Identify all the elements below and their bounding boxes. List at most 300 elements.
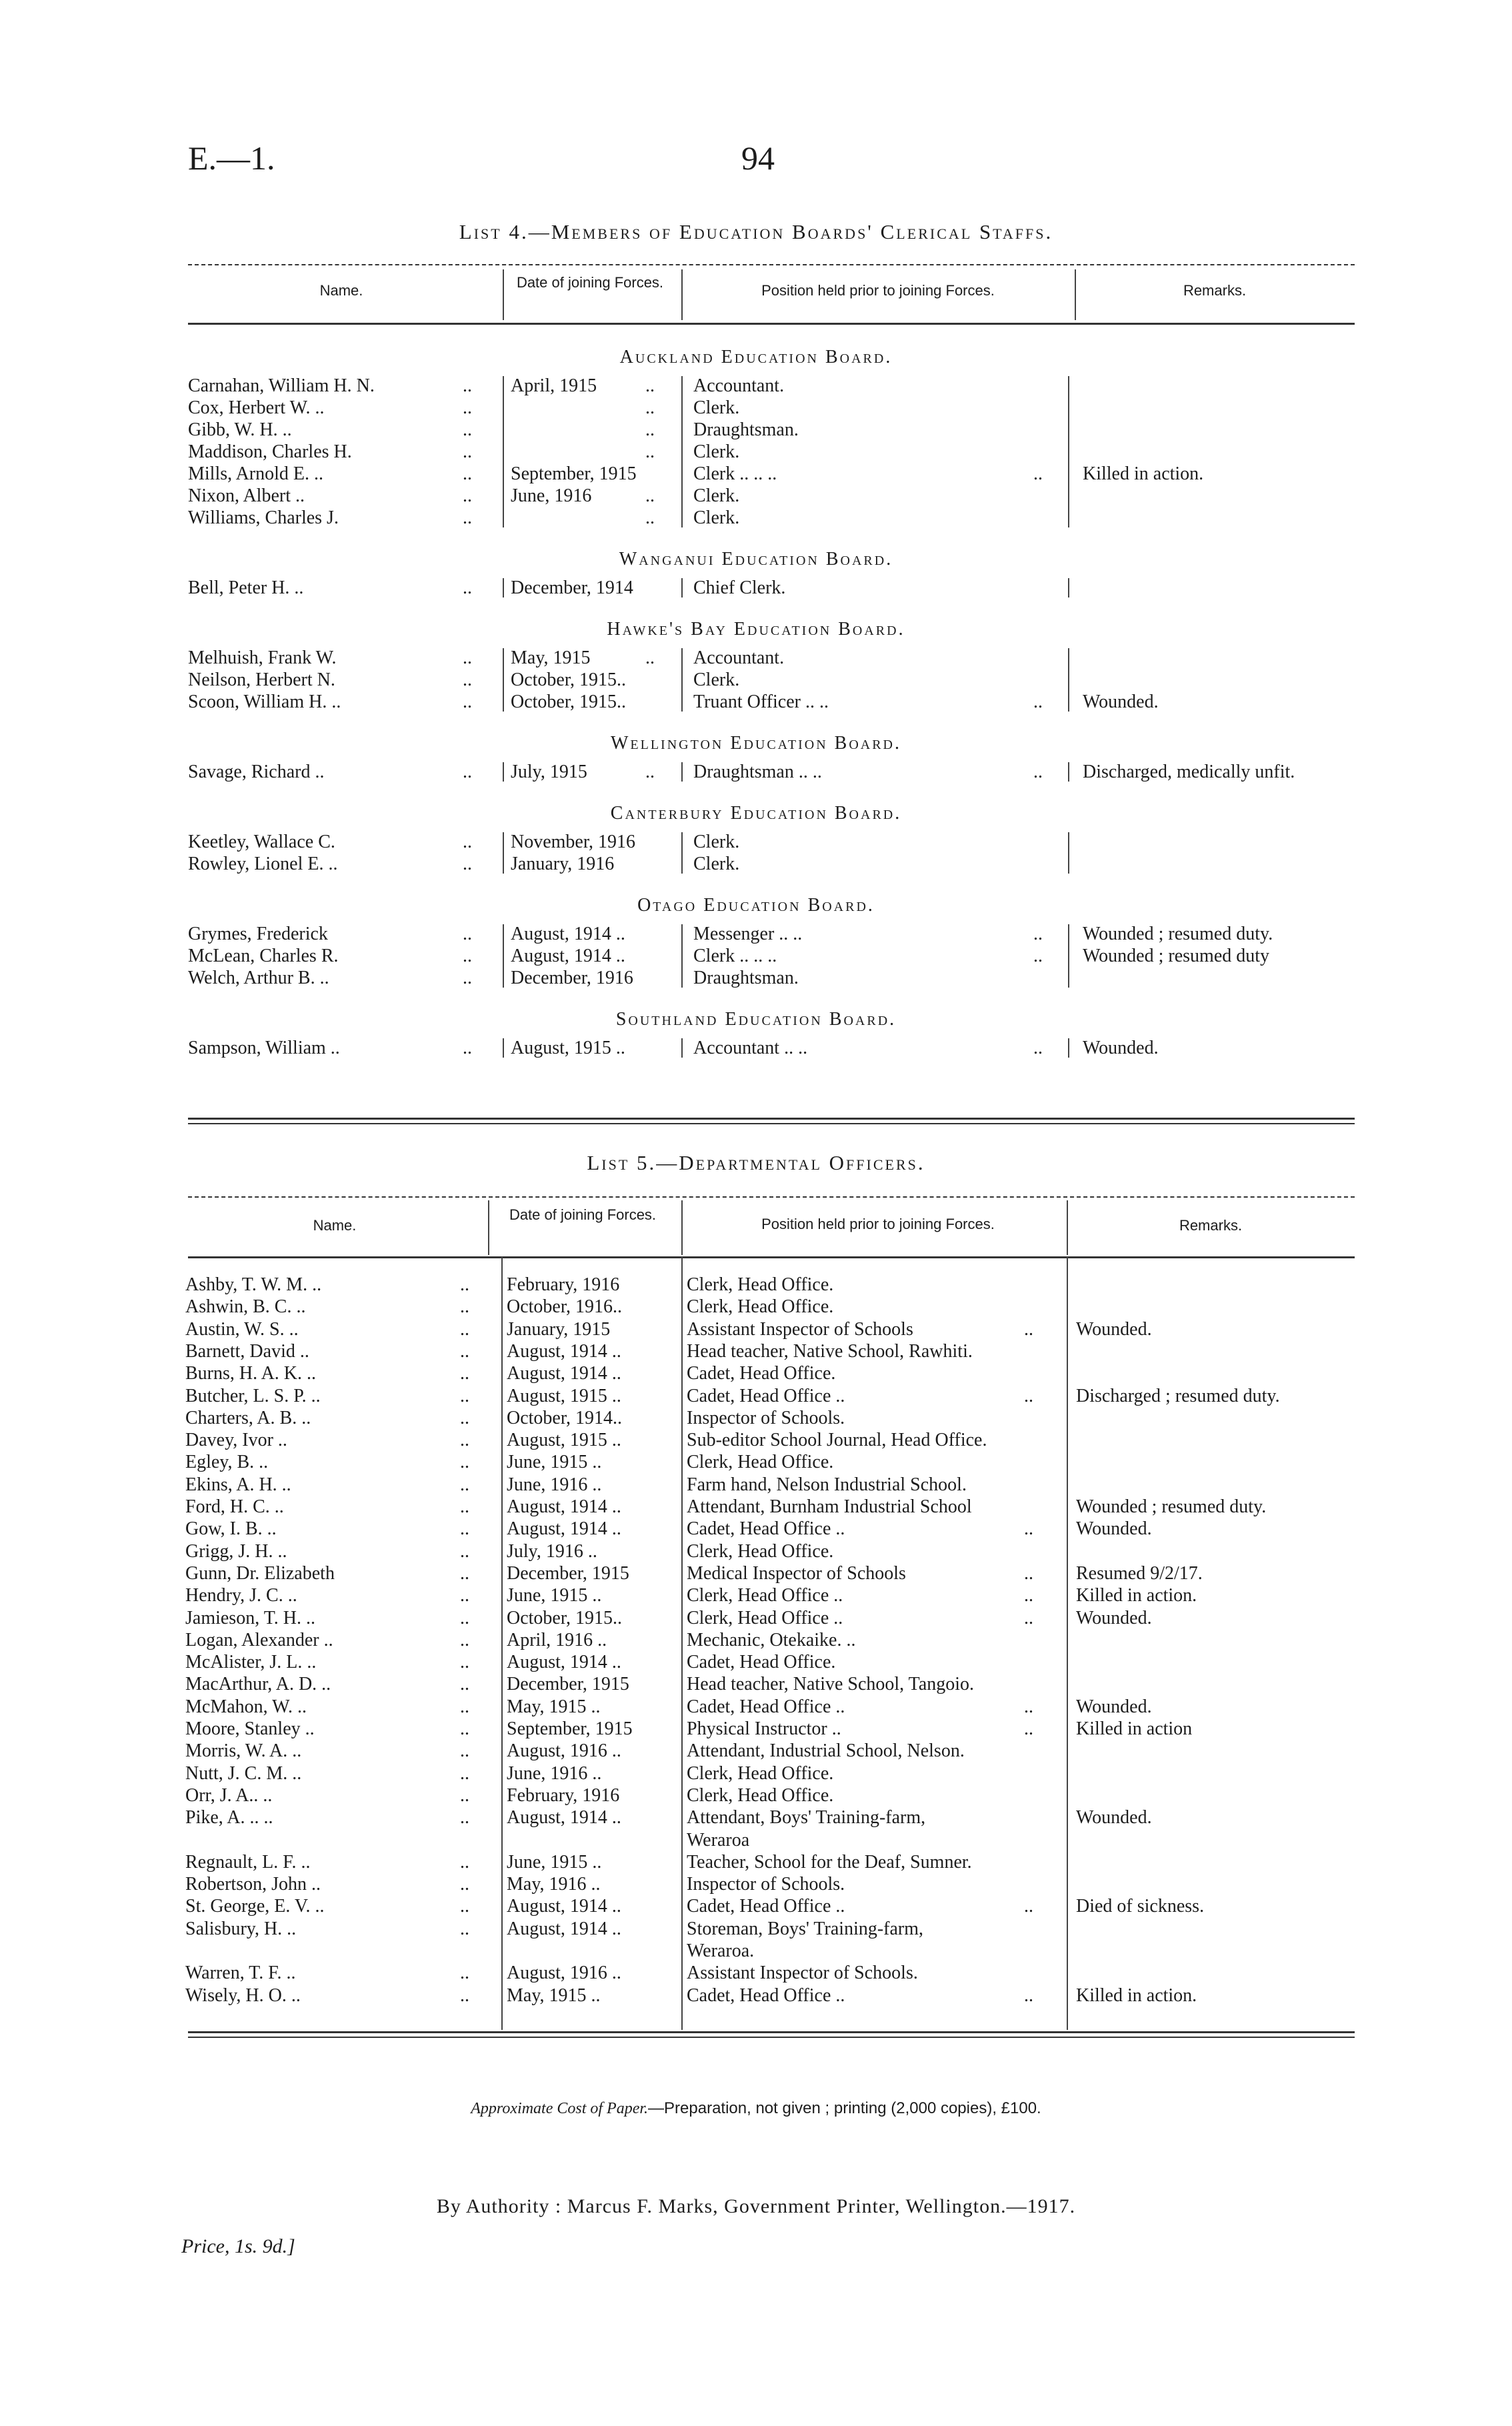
position: Weraroa — [687, 1829, 750, 1851]
table-row — [0, 853, 1512, 875]
table-row — [0, 1673, 1512, 1695]
leader-dots: .. — [463, 670, 472, 690]
table-row — [0, 1474, 1512, 1496]
position: Cadet, Head Office .. — [687, 1985, 845, 2006]
leader-dots: .. — [460, 1851, 469, 1873]
leader-dots: .. — [463, 762, 472, 782]
officer-name: Orr, J. A.. .. — [185, 1784, 273, 1806]
position: Clerk, Head Office. — [687, 1784, 834, 1806]
position: Medical Inspector of Schools — [687, 1562, 906, 1584]
position: Head teacher, Native School, Rawhiti. — [687, 1340, 973, 1362]
leader-dots: .. — [460, 1629, 469, 1650]
staff-name: Melhuish, Frank W. — [188, 648, 337, 668]
remarks: Killed in action. — [1076, 1585, 1197, 1606]
position: Storeman, Boys' Training-farm, — [687, 1918, 924, 1939]
officer-name: Grigg, J. H. .. — [185, 1540, 287, 1562]
position: Physical Instructor .. — [687, 1718, 841, 1739]
leader-dots: .. — [460, 1318, 469, 1340]
board-title: Southland Education Board. — [615, 1009, 897, 1030]
leader-dots: .. — [1033, 692, 1043, 712]
remarks: Killed in action — [1076, 1718, 1193, 1739]
leader-dots: .. — [1033, 946, 1043, 966]
position: Accountant. — [693, 648, 785, 668]
leader-dots: .. — [460, 1807, 469, 1829]
table-row — [0, 1607, 1512, 1629]
leader-dots: .. — [463, 577, 472, 598]
leader-dots: .. — [460, 1296, 469, 1318]
table-row — [0, 1918, 1512, 1940]
table-row — [0, 507, 1512, 529]
join-date: August, 1914 .. — [507, 1918, 621, 1939]
position: Accountant .. .. — [693, 1038, 808, 1058]
list4-header-divider — [1075, 269, 1076, 320]
officer-name: Pike, A. .. .. — [185, 1807, 273, 1829]
table-row — [0, 1318, 1512, 1340]
table-row — [0, 945, 1512, 967]
join-date: December, 1915 — [507, 1674, 629, 1695]
join-date: August, 1914 .. — [507, 1496, 621, 1517]
list5-header-divider — [1067, 1200, 1068, 1255]
list4-header-rule — [188, 323, 1355, 325]
table-row — [0, 441, 1512, 463]
table-row — [0, 1037, 1512, 1059]
column-divider — [1068, 578, 1069, 597]
staff-name: Rowley, Lionel E. .. — [188, 854, 338, 874]
list5-header-rule — [188, 1256, 1355, 1258]
officer-name: McMahon, W. .. — [185, 1696, 307, 1717]
board-title: Auckland Education Board. — [619, 347, 893, 367]
staff-name: Cox, Herbert W. .. — [188, 397, 325, 418]
table-row — [0, 1518, 1512, 1540]
table-row — [0, 1629, 1512, 1651]
leader-dots: .. — [460, 1762, 469, 1784]
join-date: June, 1915 .. — [507, 1585, 602, 1606]
join-date: August, 1914 .. — [511, 924, 625, 944]
column-divider — [503, 832, 504, 874]
table-row — [0, 1784, 1512, 1806]
table-row — [0, 923, 1512, 945]
leader-dots: .. — [645, 762, 655, 782]
leader-dots: .. — [1024, 1607, 1033, 1628]
leader-dots: .. — [460, 1963, 469, 1984]
table-row — [0, 485, 1512, 507]
join-date: June, 1915 .. — [507, 1452, 602, 1473]
table-row — [0, 831, 1512, 853]
officer-name: Charters, A. B. .. — [185, 1407, 311, 1428]
leader-dots: .. — [460, 1652, 469, 1673]
staff-name: Carnahan, William H. N. — [188, 375, 375, 396]
price: Price, 1s. 9d.] — [181, 2235, 295, 2257]
position: Clerk, Head Office. — [687, 1274, 834, 1295]
join-date: August, 1914 .. — [511, 946, 625, 966]
column-divider — [681, 376, 683, 527]
leader-dots: .. — [460, 1784, 469, 1806]
staff-name: Williams, Charles J. — [188, 507, 339, 528]
table-row — [0, 375, 1512, 397]
remarks: Wounded. — [1083, 1038, 1159, 1058]
leader-dots: .. — [460, 1696, 469, 1717]
table-row — [0, 1962, 1512, 1984]
table-row — [0, 967, 1512, 989]
staff-name: Neilson, Herbert N. — [188, 670, 335, 690]
list5-col-date: Date of joining Forces. — [509, 1206, 657, 1223]
remarks: Wounded. — [1076, 1518, 1152, 1540]
leader-dots: .. — [1033, 762, 1043, 782]
position: Clerk, Head Office. — [687, 1762, 834, 1784]
column-divider — [1068, 924, 1069, 988]
position: Clerk, Head Office. — [687, 1296, 834, 1318]
join-date: February, 1916 — [507, 1784, 620, 1806]
table-row — [0, 1362, 1512, 1384]
join-date: August, 1914 .. — [507, 1518, 621, 1540]
officer-name: Butcher, L. S. P. .. — [185, 1385, 321, 1406]
table-row — [0, 761, 1512, 783]
position: Accountant. — [693, 375, 785, 396]
officer-name: St. George, E. V. .. — [185, 1896, 325, 1917]
list4-col-name: Name. — [319, 282, 363, 299]
table-row — [0, 691, 1512, 713]
column-divider — [503, 376, 504, 527]
join-date: June, 1915 .. — [507, 1851, 602, 1873]
leader-dots: .. — [1033, 1038, 1043, 1058]
officer-name: Moore, Stanley .. — [185, 1718, 315, 1739]
leader-dots: .. — [460, 1430, 469, 1451]
join-date: December, 1915 — [507, 1562, 629, 1584]
position: Cadet, Head Office. — [687, 1652, 836, 1673]
officer-name: Ekins, A. H. .. — [185, 1474, 291, 1495]
position: Cadet, Head Office .. — [687, 1896, 845, 1917]
board-title: Wanganui Education Board. — [619, 549, 893, 569]
join-date: December, 1914 — [511, 577, 633, 598]
staff-name: Welch, Arthur B. .. — [188, 968, 329, 988]
leader-dots: .. — [460, 1363, 469, 1384]
leader-dots: .. — [460, 1562, 469, 1584]
list5-bottom-rule — [188, 2031, 1355, 2033]
leader-dots: .. — [460, 1740, 469, 1762]
join-date: August, 1914 .. — [507, 1340, 621, 1362]
position: Clerk. — [693, 832, 740, 852]
leader-dots: .. — [1024, 1896, 1033, 1917]
officer-name: Barnett, David .. — [185, 1340, 309, 1362]
join-date: November, 1916 — [511, 832, 636, 852]
leader-dots: .. — [463, 397, 472, 418]
list4-header-divider — [681, 269, 683, 320]
staff-name: Sampson, William .. — [188, 1038, 340, 1058]
table-row — [0, 1985, 1512, 2007]
position: Mechanic, Otekaike. .. — [687, 1629, 856, 1650]
column-divider — [503, 578, 504, 597]
table-row — [0, 1540, 1512, 1562]
table-row — [0, 1429, 1512, 1451]
staff-name: Bell, Peter H. .. — [188, 577, 304, 598]
remarks: Killed in action. — [1076, 1985, 1197, 2006]
table-row — [0, 1940, 1512, 1962]
position: Clerk. — [693, 441, 740, 462]
list4-top-rule — [188, 264, 1355, 265]
table-row — [0, 1829, 1512, 1851]
leader-dots: .. — [463, 485, 472, 506]
list4-bottom-rule — [188, 1118, 1355, 1120]
table-row — [0, 1873, 1512, 1895]
leader-dots: .. — [463, 946, 472, 966]
officer-name: Davey, Ivor .. — [185, 1430, 287, 1451]
leader-dots: .. — [460, 1274, 469, 1295]
officer-name: Ford, H. C. .. — [185, 1496, 284, 1517]
position: Weraroa. — [687, 1941, 755, 1961]
column-divider — [681, 648, 683, 712]
leader-dots: .. — [460, 1674, 469, 1695]
join-date: April, 1916 .. — [507, 1629, 607, 1650]
join-date: October, 1914.. — [507, 1407, 623, 1428]
document-reference: E.—1. — [188, 139, 275, 177]
leader-dots: .. — [1024, 1696, 1033, 1717]
leader-dots: .. — [460, 1896, 469, 1917]
join-date: January, 1915 — [507, 1318, 611, 1340]
leader-dots: .. — [460, 1496, 469, 1517]
officer-name: Austin, W. S. .. — [185, 1318, 299, 1340]
leader-dots: .. — [463, 419, 472, 440]
leader-dots: .. — [460, 1385, 469, 1406]
list5-header-divider — [681, 1200, 683, 1255]
table-row — [0, 1340, 1512, 1362]
list5-col-remarks: Remarks. — [1179, 1217, 1243, 1234]
leader-dots: .. — [463, 441, 472, 462]
position: Cadet, Head Office. — [687, 1363, 836, 1384]
table-row — [0, 1496, 1512, 1518]
officer-name: Logan, Alexander .. — [185, 1629, 333, 1650]
position: Clerk. — [693, 485, 740, 506]
position: Attendant, Industrial School, Nelson. — [687, 1740, 965, 1762]
join-date: May, 1915 .. — [507, 1985, 601, 2006]
leader-dots: .. — [1024, 1585, 1033, 1606]
officer-name: Hendry, J. C. .. — [185, 1585, 297, 1606]
table-row — [0, 1718, 1512, 1740]
join-date: August, 1916 .. — [507, 1740, 621, 1762]
leader-dots: .. — [460, 1918, 469, 1939]
join-date: June, 1916 .. — [507, 1762, 602, 1784]
leader-dots: .. — [1024, 1562, 1033, 1584]
join-date: May, 1915 — [511, 648, 591, 668]
officer-name: Morris, W. A. .. — [185, 1740, 302, 1762]
leader-dots: .. — [460, 1585, 469, 1606]
join-date: August, 1915 .. — [511, 1038, 625, 1058]
join-date: December, 1916 — [511, 968, 633, 988]
list4-col-position: Position held prior to joining Forces. — [761, 282, 995, 299]
table-row — [0, 1407, 1512, 1429]
join-date: October, 1915.. — [507, 1607, 623, 1628]
list4-col-remarks: Remarks. — [1183, 282, 1247, 299]
table-row — [0, 1895, 1512, 1917]
table-row — [0, 1584, 1512, 1606]
leader-dots: .. — [460, 1985, 469, 2006]
leader-dots: .. — [1033, 463, 1043, 484]
leader-dots: .. — [460, 1540, 469, 1562]
table-row — [0, 1562, 1512, 1584]
join-date: October, 1916.. — [507, 1296, 623, 1318]
staff-name: McLean, Charles R. — [188, 946, 339, 966]
position: Draughtsman .. .. — [693, 762, 822, 782]
leader-dots: .. — [645, 648, 655, 668]
position: Cadet, Head Office .. — [687, 1696, 845, 1717]
leader-dots: .. — [1033, 924, 1043, 944]
list5-header-divider — [488, 1200, 489, 1255]
printer-authority: By Authority : Marcus F. Marks, Government Printer, Wellington.—1917. — [436, 2195, 1076, 2217]
staff-name: Maddison, Charles H. — [188, 441, 352, 462]
officer-name: McAlister, J. L. .. — [185, 1652, 317, 1673]
officer-name: Warren, T. F. .. — [185, 1963, 296, 1984]
staff-name: Nixon, Albert .. — [188, 485, 305, 506]
remarks: Wounded. — [1083, 692, 1159, 712]
column-divider — [1068, 762, 1069, 782]
remarks: Wounded ; resumed duty — [1083, 946, 1270, 966]
officer-name: Burns, H. A. K. .. — [185, 1363, 317, 1384]
position: Assistant Inspector of Schools — [687, 1318, 913, 1340]
position: Clerk, Head Office. — [687, 1540, 834, 1562]
position: Draughtsman. — [693, 968, 799, 988]
join-date: February, 1916 — [507, 1274, 620, 1295]
position: Clerk .. .. .. — [693, 946, 777, 966]
position: Farm hand, Nelson Industrial School. — [687, 1474, 967, 1495]
leader-dots: .. — [463, 692, 472, 712]
leader-dots: .. — [645, 397, 655, 418]
leader-dots: .. — [460, 1718, 469, 1739]
leader-dots: .. — [463, 832, 472, 852]
leader-dots: .. — [1024, 1718, 1033, 1739]
position: Assistant Inspector of Schools. — [687, 1963, 918, 1984]
leader-dots: .. — [645, 419, 655, 440]
position: Clerk. — [693, 397, 740, 418]
join-date: July, 1915 — [511, 762, 587, 782]
remarks: Wounded. — [1076, 1807, 1152, 1829]
position: Clerk, Head Office .. — [687, 1607, 843, 1628]
position: Clerk, Head Office .. — [687, 1585, 843, 1606]
join-date: June, 1916 .. — [507, 1474, 602, 1495]
table-row — [0, 1451, 1512, 1473]
position: Cadet, Head Office .. — [687, 1385, 845, 1406]
column-divider — [503, 1038, 504, 1058]
join-date: May, 1915 .. — [507, 1696, 601, 1717]
leader-dots: .. — [1024, 1385, 1033, 1406]
remarks: Wounded. — [1076, 1318, 1152, 1340]
leader-dots: .. — [460, 1340, 469, 1362]
column-divider — [1068, 832, 1069, 874]
column-divider — [681, 924, 683, 988]
officer-name: Ashby, T. W. M. .. — [185, 1274, 322, 1295]
join-date: May, 1916 .. — [507, 1874, 601, 1895]
officer-name: Regnault, L. F. .. — [185, 1851, 311, 1873]
remarks: Killed in action. — [1083, 463, 1204, 484]
leader-dots: .. — [460, 1874, 469, 1895]
cost-of-paper — [0, 2099, 1512, 2118]
column-divider — [1068, 376, 1069, 527]
leader-dots: .. — [463, 924, 472, 944]
board-title: Hawke's Bay Education Board. — [607, 619, 905, 640]
position: Cadet, Head Office .. — [687, 1518, 845, 1540]
position: Attendant, Boys' Training-farm, — [687, 1807, 926, 1829]
list5-bottom-rule — [188, 2037, 1355, 2038]
officer-name: Ashwin, B. C. .. — [185, 1296, 306, 1318]
remarks: Died of sickness. — [1076, 1896, 1205, 1917]
list4-bottom-rule — [188, 1123, 1355, 1124]
remarks: Wounded ; resumed duty. — [1076, 1496, 1267, 1517]
officer-name: Egley, B. .. — [185, 1452, 269, 1473]
leader-dots: .. — [1024, 1985, 1033, 2006]
join-date: June, 1916 — [511, 485, 592, 506]
table-row — [0, 1385, 1512, 1407]
cost-text: —Preparation, not given ; printing (2,000 copies), £100. — [648, 2099, 1041, 2117]
list5-col-name: Name. — [313, 1217, 357, 1234]
position: Teacher, School for the Deaf, Sumner. — [687, 1851, 972, 1873]
join-date: July, 1916 .. — [507, 1540, 597, 1562]
leader-dots: .. — [645, 441, 655, 462]
officer-name: Gunn, Dr. Elizabeth — [185, 1562, 335, 1584]
list5-top-rule — [188, 1196, 1355, 1198]
table-row — [0, 1274, 1512, 1296]
leader-dots: .. — [460, 1607, 469, 1628]
table-row — [0, 1806, 1512, 1829]
list4-title: List 4.—Members of Education Boards' Clerical Staffs. — [459, 220, 1053, 243]
officer-name: Jamieson, T. H. .. — [185, 1607, 315, 1628]
column-divider — [681, 762, 683, 782]
column-divider — [681, 1038, 683, 1058]
board-title: Otago Education Board. — [637, 895, 875, 916]
leader-dots: .. — [460, 1474, 469, 1495]
leader-dots: .. — [460, 1518, 469, 1540]
list4-col-date: Date of joining Forces. — [516, 274, 664, 291]
position: Clerk .. .. .. — [693, 463, 777, 484]
table-row — [0, 1651, 1512, 1673]
position: Attendant, Burnham Industrial School — [687, 1496, 972, 1517]
cost-label: Approximate Cost of Paper. — [471, 2100, 649, 2117]
join-date: August, 1916 .. — [507, 1963, 621, 1984]
officer-name: Salisbury, H. .. — [185, 1918, 297, 1939]
officer-name: MacArthur, A. D. .. — [185, 1674, 331, 1695]
table-row — [0, 1762, 1512, 1784]
leader-dots: .. — [460, 1452, 469, 1473]
leader-dots: .. — [463, 1038, 472, 1058]
leader-dots: .. — [463, 648, 472, 668]
join-date: October, 1915.. — [511, 670, 627, 690]
leader-dots: .. — [645, 485, 655, 506]
column-divider — [503, 924, 504, 988]
position: Messenger .. .. — [693, 924, 803, 944]
join-date: April, 1915 — [511, 375, 597, 396]
position: Clerk. — [693, 854, 740, 874]
column-divider — [1068, 648, 1069, 712]
table-row — [0, 1696, 1512, 1718]
join-date: August, 1914 .. — [507, 1807, 621, 1829]
column-divider — [1068, 1038, 1069, 1058]
staff-name: Mills, Arnold E. .. — [188, 463, 324, 484]
table-row — [0, 397, 1512, 419]
position: Clerk. — [693, 507, 740, 528]
remarks: Wounded ; resumed duty. — [1083, 924, 1273, 944]
officer-name: Gow, I. B. .. — [185, 1518, 277, 1540]
position: Head teacher, Native School, Tangoio. — [687, 1674, 975, 1695]
board-title: Wellington Education Board. — [610, 733, 902, 754]
list5-col-position: Position held prior to joining Forces. — [761, 1216, 995, 1232]
column-divider — [503, 648, 504, 712]
staff-name: Keetley, Wallace C. — [188, 832, 335, 852]
join-date: August, 1915 .. — [507, 1430, 621, 1451]
column-divider — [681, 832, 683, 874]
join-date: January, 1916 — [511, 854, 615, 874]
officer-name: Robertson, John .. — [185, 1874, 321, 1895]
leader-dots: .. — [645, 507, 655, 528]
leader-dots: .. — [463, 375, 472, 396]
join-date: August, 1914 .. — [507, 1363, 621, 1384]
remarks: Discharged ; resumed duty. — [1076, 1385, 1280, 1406]
